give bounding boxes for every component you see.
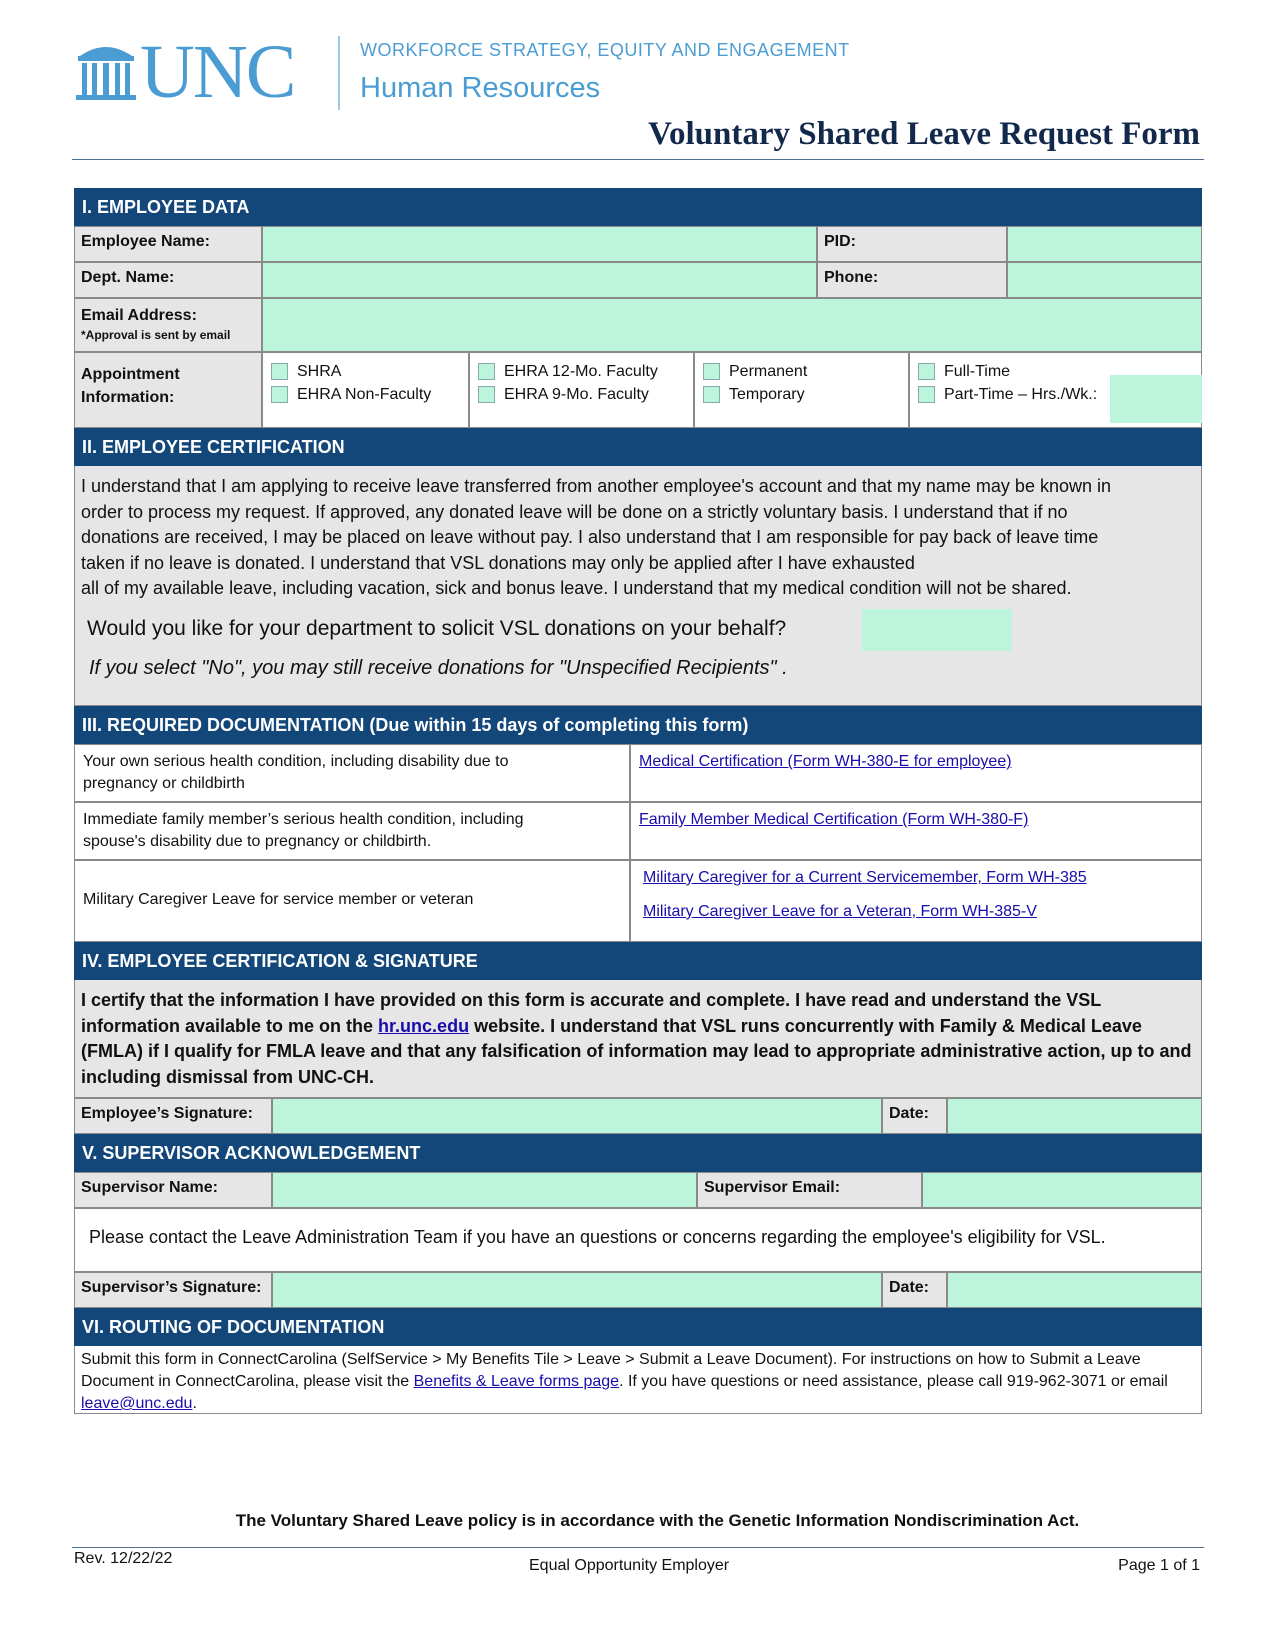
employee-name-input[interactable] [262, 226, 817, 262]
employee-signature-input[interactable] [272, 1098, 882, 1134]
solicit-answer-input[interactable] [862, 609, 1012, 651]
dept-name-input[interactable] [262, 262, 817, 298]
dept-name-label: Dept. Name: [74, 262, 262, 298]
certification-line: taken if no leave is donated. I understand that VSL donations may only be applied after I have exhausted [81, 552, 915, 573]
unspecified-recipients-note: If you select "No", you may still receive donations for "Unspecified Recipients" . [89, 657, 788, 679]
permanent-checkbox[interactable] [703, 363, 720, 380]
revision-date: Rev. 12/22/22 [74, 1550, 173, 1567]
pid-label: PID: [817, 226, 1007, 262]
benefits-leave-forms-link[interactable]: Benefits & Leave forms page [413, 1373, 620, 1390]
phone-label: Phone: [817, 262, 1007, 298]
logo-divider [338, 36, 340, 110]
employee-date-label: Date: [882, 1098, 947, 1134]
routing-instructions [74, 1346, 1202, 1414]
condition-text: pregnancy or childbirth [83, 775, 245, 792]
dept-name-line1: WORKFORCE STRATEGY, EQUITY AND ENGAGEMENT [360, 40, 850, 60]
supervisor-signature-input[interactable] [272, 1272, 882, 1308]
military-caregiver-veteran-link[interactable]: Military Caregiver Leave for a Veteran, Form WH-385-V [643, 903, 1037, 920]
condition-text: Immediate family member’s serious health condition, including [83, 811, 524, 828]
employee-date-input[interactable] [947, 1098, 1202, 1134]
routing-text: . [192, 1395, 197, 1412]
email-label-cell [74, 298, 262, 352]
supervisor-email-label: Supervisor Email: [697, 1172, 922, 1208]
supervisor-signature-label: Supervisor’s Signature: [74, 1272, 272, 1308]
dept-name-line2: Human Resources [360, 72, 601, 104]
condition-text: Military Caregiver Leave for service member or veteran [83, 891, 474, 908]
section-supervisor-header: V. SUPERVISOR ACKNOWLEDGEMENT [74, 1134, 1202, 1172]
old-well-logo-icon [76, 42, 136, 100]
certification-line: all of my available leave, including vacation, sick and bonus leave. I understand that my medical condition will not be shared. [81, 578, 1072, 598]
supervisor-email-input[interactable] [922, 1172, 1202, 1208]
employee-name-label: Employee Name: [74, 226, 262, 262]
condition-text: spouse's disability due to pregnancy or childbirth. [83, 833, 432, 850]
doc-row-military-condition [74, 860, 630, 942]
employee-signature-label: Employee’s Signature: [74, 1098, 272, 1134]
certification-line: order to process my request. If approved, any donated leave will be done on a strictly voluntary basis. I understand that if no [81, 501, 1068, 522]
section-routing-header: VI. ROUTING OF DOCUMENTATION [74, 1308, 1202, 1346]
full-time-label: Full-Time [944, 363, 1011, 380]
doc-row-own-link-cell [630, 744, 1202, 802]
shra-label: SHRA [297, 363, 342, 380]
ehra-9mo-label: EHRA 9-Mo. Faculty [504, 386, 649, 403]
part-time-checkbox[interactable] [918, 386, 935, 403]
military-caregiver-servicemember-link[interactable]: Military Caregiver for a Current Servicemember, Form WH-385 [643, 869, 1087, 886]
certify-text: I certify that the information I have provided on this form is accurate and complete. I have read and understand the VSL information available to me on the [81, 990, 1101, 1036]
leave-admin-notice: Please contact the Leave Administration Team if you have an questions or concerns regarding the employee's eligibility for VSL. [74, 1208, 1202, 1272]
appointment-label-line2: Information: [81, 389, 175, 406]
footer-rule [72, 1547, 1204, 1548]
unc-logo-text: UNC [140, 30, 295, 114]
permanent-label: Permanent [729, 363, 808, 380]
ehra-12mo-checkbox[interactable] [478, 363, 495, 380]
title-rule [72, 159, 1204, 160]
certify-statement [74, 980, 1202, 1098]
email-approval-note: *Approval is sent by email [81, 328, 231, 342]
pid-input[interactable] [1007, 226, 1202, 262]
temporary-label: Temporary [729, 386, 805, 403]
email-input[interactable] [262, 298, 1202, 352]
supervisor-name-label: Supervisor Name: [74, 1172, 272, 1208]
part-time-hours-input[interactable] [1110, 375, 1202, 423]
doc-row-own-condition [74, 744, 630, 802]
email-label: Email Address: [81, 307, 197, 324]
certification-line: I understand that I am applying to receive leave transferred from another employee's account and that my name may be known in [81, 476, 1111, 496]
certify-text: website. I understand that VSL runs concurrently with Family & Medical Leave (FMLA) if I qualify for FMLA leave and that any falsification of information may lead to appropriate administrative action, up to and including dismissal from UNC-CH. [81, 1015, 1192, 1087]
supervisor-date-label: Date: [882, 1272, 947, 1308]
section-signature-header: IV. EMPLOYEE CERTIFICATION & SIGNATURE [74, 942, 1202, 980]
doc-row-family-link-cell [630, 802, 1202, 860]
certification-text [81, 474, 1201, 602]
certification-line: donations are received, I may be placed on leave without pay. I also understand that I am responsible for pay back of leave time [81, 527, 1099, 547]
phone-input[interactable] [1007, 262, 1202, 298]
ehra-9mo-checkbox[interactable] [478, 386, 495, 403]
equal-opportunity-employer: Equal Opportunity Employer [529, 1557, 730, 1574]
ehra-non-faculty-label: EHRA Non-Faculty [297, 386, 432, 403]
solicit-question: Would you like for your department to solicit VSL donations on your behalf? [87, 617, 787, 640]
leave-email-link[interactable]: leave@unc.edu [81, 1395, 193, 1412]
full-time-checkbox[interactable] [918, 363, 935, 380]
routing-text: . If you have questions or need assistance, please call 919-962-3071 or email [619, 1373, 1168, 1390]
routing-text: Submit this form in ConnectCarolina (SelfService > My Benefits Tile > Leave > Submit a Leave Document). For instructions on how to Submit a Leave Document in ConnectCarolina, please visit the [81, 1351, 1141, 1390]
family-medical-certification-link[interactable]: Family Member Medical Certification (Form WH-380-F) [639, 811, 1029, 828]
medical-certification-link[interactable]: Medical Certification (Form WH-380-E for employee) [639, 753, 1012, 770]
doc-row-military-link-cell [630, 860, 1202, 942]
supervisor-date-input[interactable] [947, 1272, 1202, 1308]
form-title: Voluntary Shared Leave Request Form [648, 116, 1200, 152]
section-employee-data-header: I. EMPLOYEE DATA [74, 188, 1202, 226]
temporary-checkbox[interactable] [703, 386, 720, 403]
doc-row-family-condition [74, 802, 630, 860]
supervisor-name-input[interactable] [272, 1172, 697, 1208]
section-required-documentation-header: III. REQUIRED DOCUMENTATION (Due within 15 days of completing this form) [74, 706, 1202, 744]
section-employee-certification-header: II. EMPLOYEE CERTIFICATION [74, 428, 1202, 466]
ehra-12mo-label: EHRA 12-Mo. Faculty [504, 363, 658, 380]
gina-policy-statement: The Voluntary Shared Leave policy is in accordance with the Genetic Information Nondiscrimination Act. [235, 1511, 1080, 1530]
shra-checkbox[interactable] [271, 363, 288, 380]
page-number: Page 1 of 1 [1118, 1557, 1200, 1574]
ehra-non-faculty-checkbox[interactable] [271, 386, 288, 403]
hr-unc-edu-link[interactable]: hr.unc.edu [378, 1015, 470, 1036]
part-time-label: Part-Time – Hrs./Wk.: [944, 386, 1098, 403]
condition-text: Your own serious health condition, including disability due to [83, 753, 509, 770]
appointment-label-line1: Appointment [81, 366, 180, 383]
appointment-label-cell [74, 352, 262, 428]
